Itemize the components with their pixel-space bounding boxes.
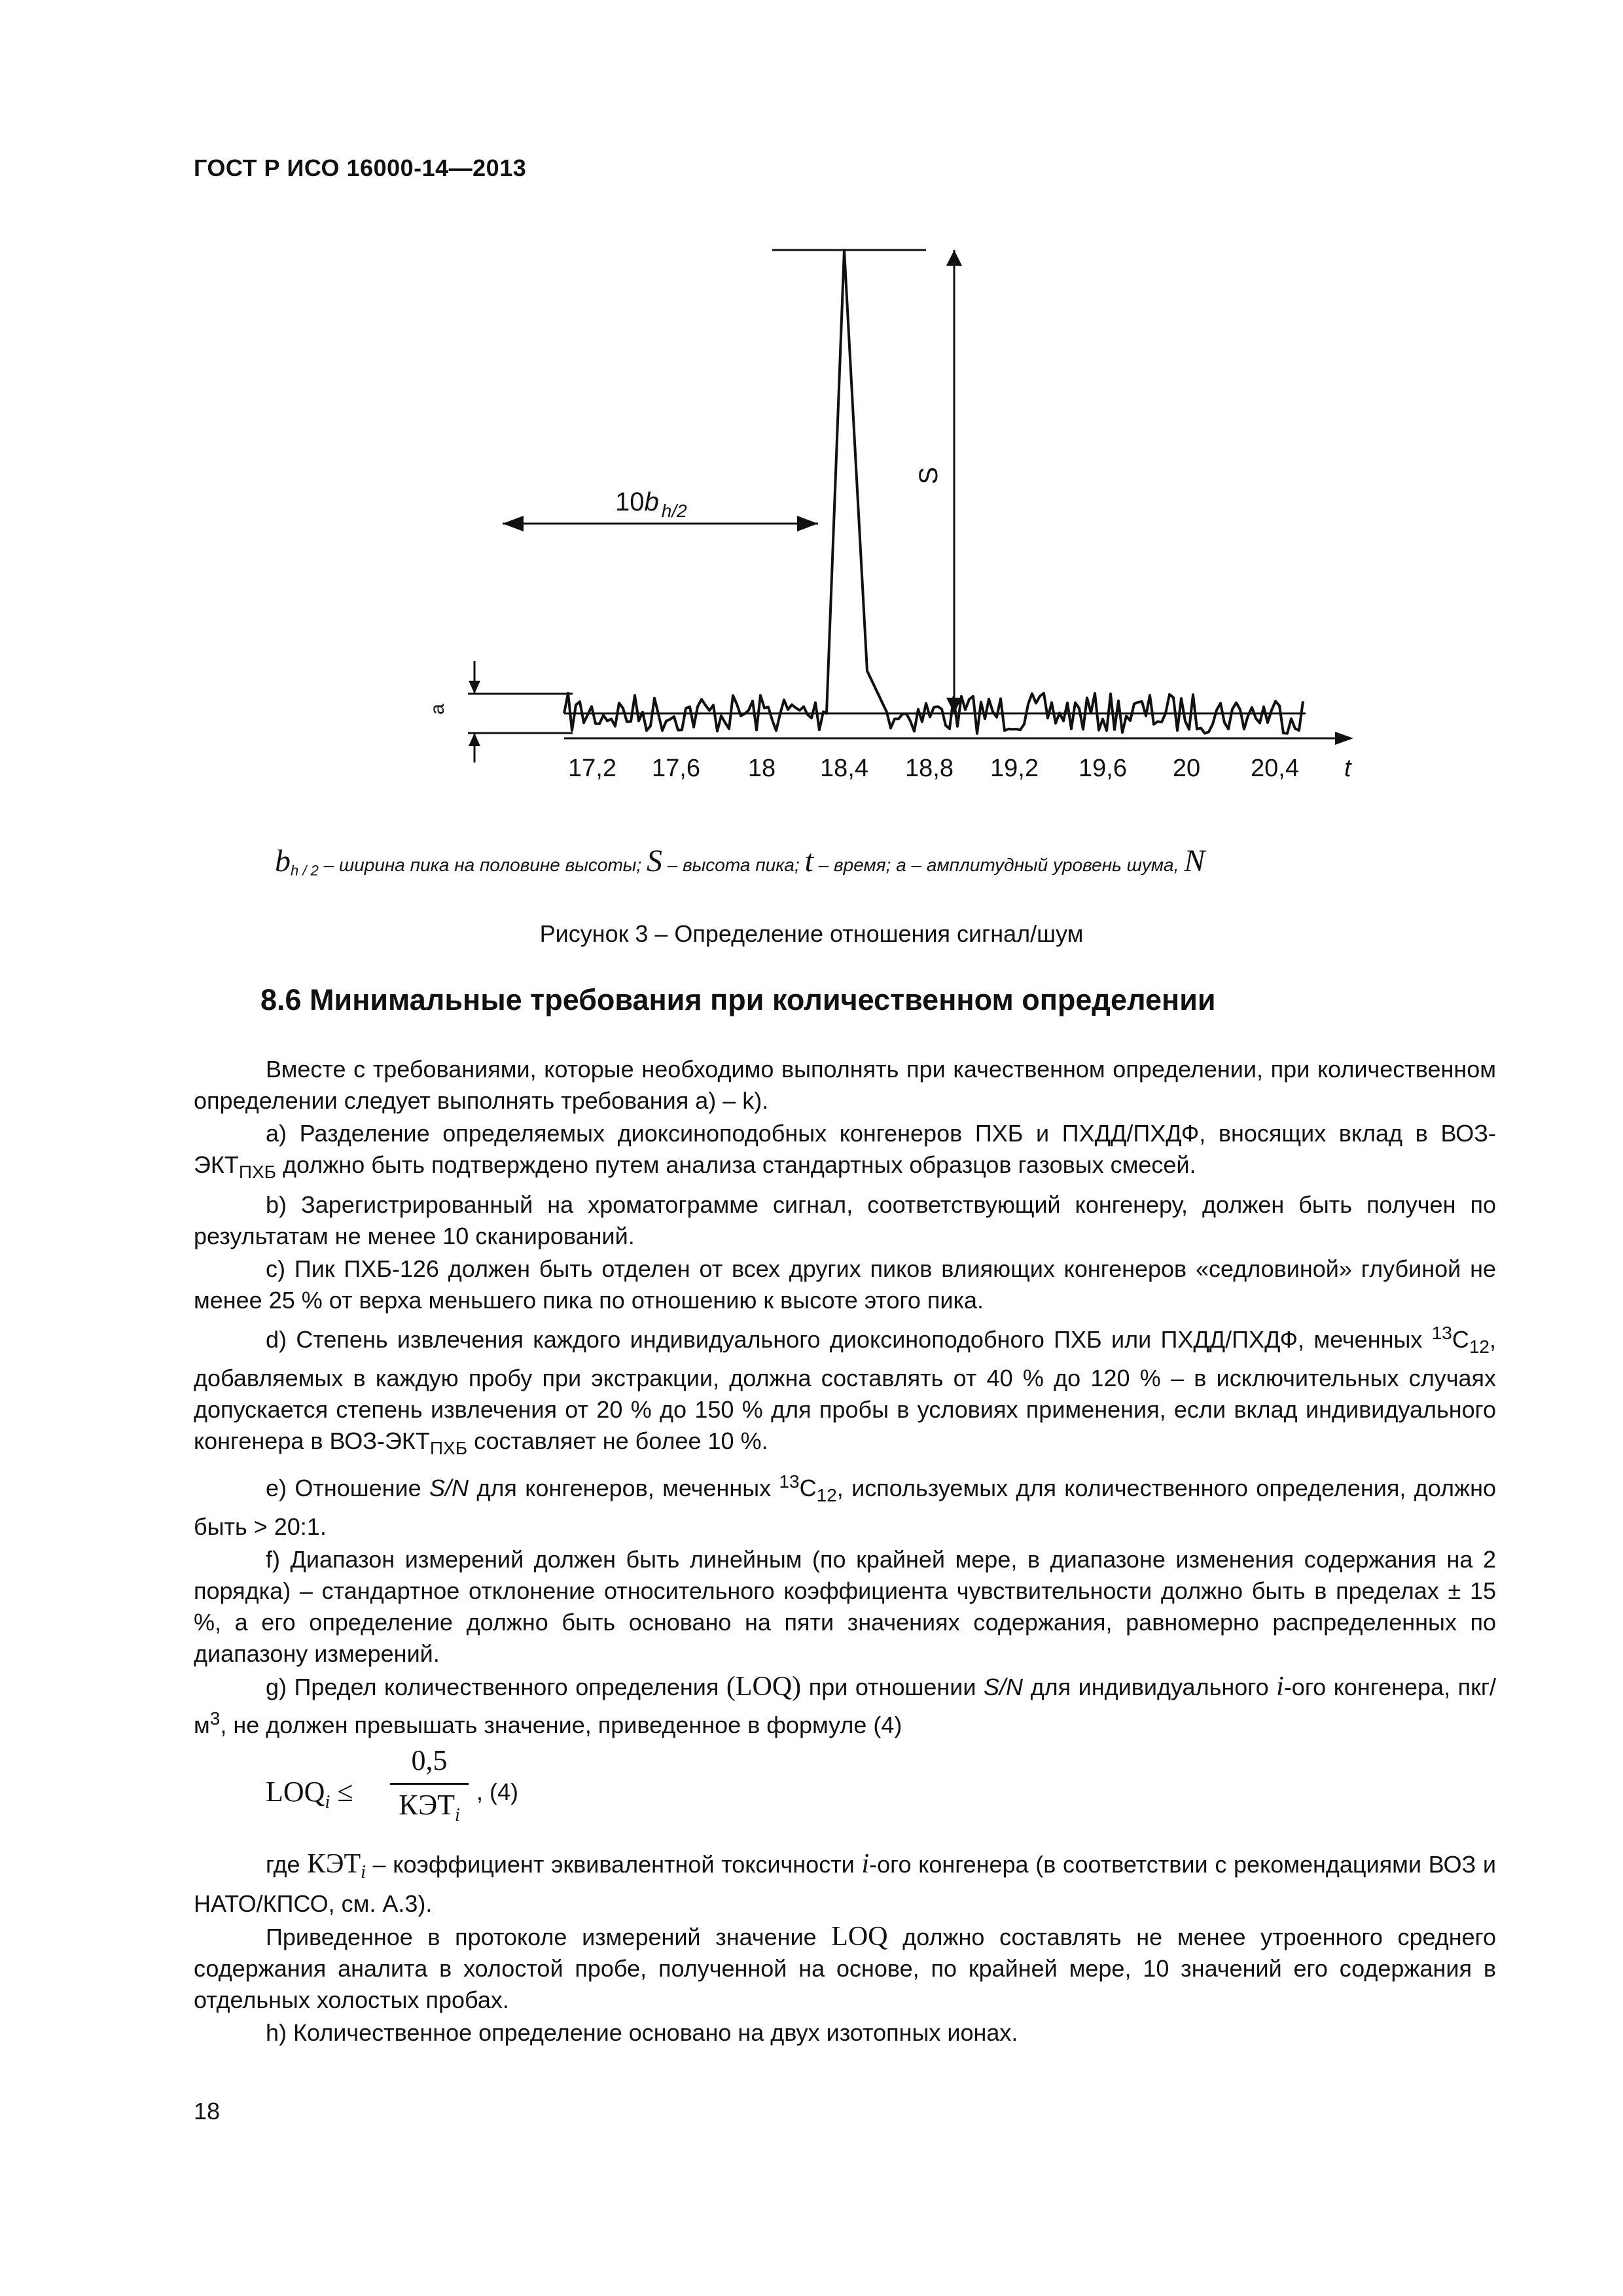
section-title: 8.6 Минимальные требования при количественном определении xyxy=(260,983,1216,1016)
figure-caption: Рисунок 3 – Определение отношения сигнал/шум xyxy=(539,920,1084,947)
body-text xyxy=(194,1054,1496,2050)
peak-height-label: S xyxy=(914,467,943,484)
paragraph-c: c) Пик ПХБ-126 должен быть отделен от всех других пиков влияющих конгенеров «седловиной» глубиной не менее 25 % от верха меньшего пика по отношению к высоте этого пика. xyxy=(194,1255,1496,1314)
width-arrowhead-right xyxy=(797,516,818,531)
x-tick-label: 18 xyxy=(747,755,776,782)
width-label: 10b $_{h/2}$ xyxy=(615,488,687,521)
legend-t-symbol: t xyxy=(804,844,813,878)
paragraph-f: f) Диапазон измерений должен быть линейным (по крайней мере, в диапазоне изменения содержания на 2 порядка) – стандартное отклонение относительного коэффициента чувствительности должно быть в пределах ± 15 %, а его определение должно быть основано на пяти значениях содержания, равномерно распределенных по диапазону измерений. xyxy=(194,1545,1496,1667)
x-axis-label: t xyxy=(1344,755,1351,782)
x-axis-arrowhead xyxy=(1335,732,1353,745)
noise-amplitude-label: a xyxy=(427,704,448,715)
x-tick-label: 18,4 xyxy=(820,755,868,782)
legend-n-symbol: N xyxy=(1184,844,1205,878)
width-arrowhead-left xyxy=(503,516,524,531)
figure-legend xyxy=(275,843,1479,880)
legend-b-text: – ширина пика на половине высоты; xyxy=(318,855,647,875)
x-tick-label: 17,2 xyxy=(568,755,616,782)
legend-t-text: – время; a – амплитудный уровень шума, xyxy=(813,855,1185,875)
paragraph-loq: Приведенное в протоколе измерений значение LOQ должно составлять не менее утроенного среднего содержания аналита в холостой пробе, полученной на основе, по крайней мере, 10 значений его содержания в отдельных холостых пробах. xyxy=(194,1921,1496,2013)
document-header: ГОСТ Р ИСО 16000-14—2013 xyxy=(194,154,527,181)
paragraph-a: a) Разделение определяемых диоксиноподобных конгенеров ПХБ и ПХДД/ПХДФ, вносящих вклад в ВОЗ-$ЭКТ_{ПХБ}$ должно быть подтверждено путем анализа стандартных образцов газовых смесей. xyxy=(194,1120,1496,1183)
paragraph-g: g) Предел количественного определения (LOQ) при отношении S/N для индивидуального i-ого конгенера, пкг/$м^3$, не должен превышать значение, приведенное в формуле (4) xyxy=(194,1671,1496,1738)
x-tick-label: 20 xyxy=(1172,755,1201,782)
paragraph-e: e) Отношение S/N для конгенеров, меченных $^{13}C_{12}$, используемых для количественного определения, должно быть > 20:1. xyxy=(194,1471,1496,1540)
paragraph-h: h) Количественное определение основано на двух изотопных ионах. xyxy=(266,2018,1018,2046)
legend-s-text: – высота пика; xyxy=(662,855,805,875)
noise-arrowhead-down xyxy=(469,681,480,694)
paragraph-b: b) Зарегистрированный на хроматограмме сигнал, соответствующий конгенеру, должен быть получен по результатам не менее 10 сканирований. xyxy=(194,1191,1496,1250)
x-tick-label: 17,6 xyxy=(652,755,700,782)
legend-b-subscript: h / 2 xyxy=(291,862,319,879)
legend-s-symbol: S xyxy=(646,844,662,878)
paragraph-intro: Вместе с требованиями, которые необходимо выполнять при качественном определении, при количественном определении следует выполнять требования a) – k). xyxy=(194,1056,1496,1114)
legend-b-symbol: b xyxy=(275,844,291,878)
page-number: 18 xyxy=(194,2098,221,2125)
signal-trace xyxy=(564,250,1303,734)
noise-arrowhead-up xyxy=(469,733,480,746)
peak-height-arrowhead-top xyxy=(946,250,962,266)
paragraph-d: d) Степень извлечения каждого индивидуального диоксиноподобного ПХБ или ПХДД/ПХДФ, меченных $^{13}C_{12}$, добавляемых в каждую пробу при экстракции, должна составлять от 40 % до 120 % – в исключительных случаях допускается степень извлечения от 20 % до 150 % для пробы в условиях применения, если вклад индивидуального конгенера в ВОЗ-$ЭКТ_{ПХБ}$ составляет не более 10 %. xyxy=(194,1323,1496,1459)
x-tick-label: 18,8 xyxy=(905,755,954,782)
x-tick-label: 19,2 xyxy=(990,755,1039,782)
x-tick-label: 20,4 xyxy=(1251,755,1299,782)
formula-4: $LOQ_i$ ≤ 0,5 $КЭТ_i$ , (4) xyxy=(266,1744,519,1825)
signal-noise-chromatogram xyxy=(0,0,1623,825)
paragraph-where: где $КЭТ_i$ – коэффициент эквивалентной токсичности i-ого конгенера (в соответствии с рекомендациями ВОЗ и НАТО/КПСО, см. А.3). xyxy=(194,1848,1497,1917)
x-tick-label: 19,6 xyxy=(1079,755,1127,782)
